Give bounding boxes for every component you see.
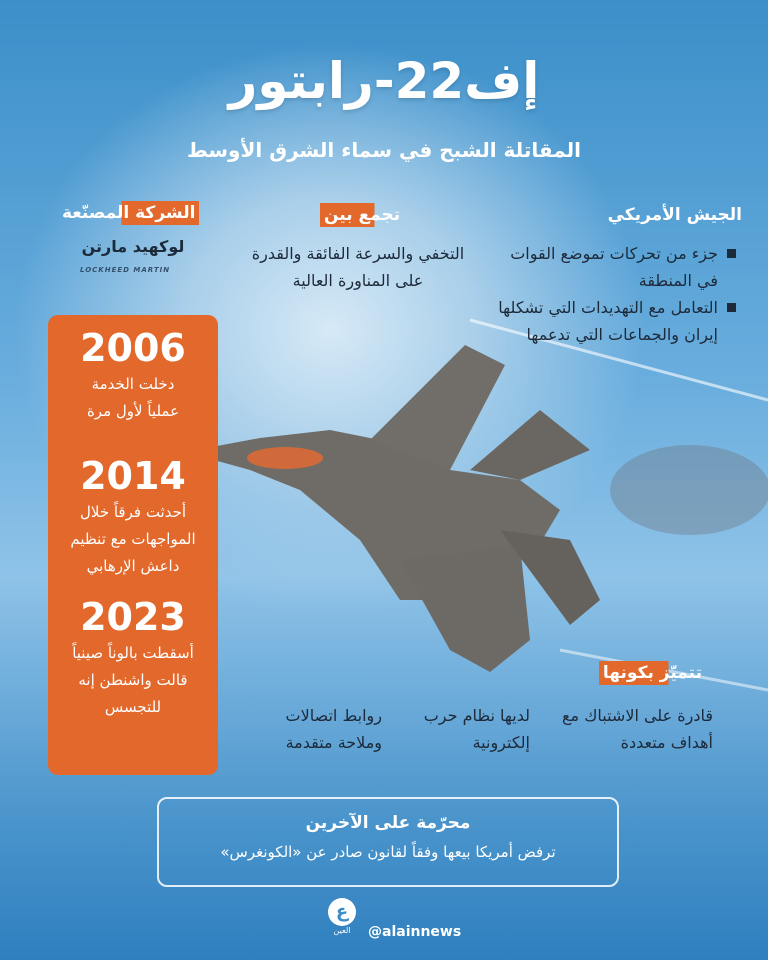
restricted-box bbox=[157, 797, 619, 887]
blurred-jet bbox=[610, 445, 768, 535]
army-bullet: التعامل مع التهديدات التي تشكلها إيران والجماعات التي تدعمها bbox=[498, 294, 738, 348]
features-heading: تتميّز بكونها bbox=[599, 661, 706, 685]
page-title: إف22-رابتور bbox=[228, 52, 540, 110]
combines-text: التخفي والسرعة الفائقة والقدرة على المناورة العالية bbox=[251, 244, 465, 290]
alain-logo: ع العين bbox=[322, 898, 362, 938]
restricted-text: ترفض أمريكا بيعها وفقاً لقانون صادر عن «الكونغرس» bbox=[220, 843, 556, 861]
timeline-text: أسقطت بالوناً صينياً قالت واشنطن إنه للتجسس bbox=[72, 644, 194, 716]
lockheed-logo: LOCKHEED MARTIN bbox=[80, 266, 171, 274]
timeline-text: دخلت الخدمة عملياً لأول مرة bbox=[86, 375, 180, 420]
maker-heading: الشركة المصنّعة bbox=[58, 201, 199, 225]
army-bullet: جزء من تحركات تموضع القوات في المنطقة bbox=[498, 240, 738, 294]
army-list bbox=[498, 240, 738, 348]
timeline-year: 2023 bbox=[80, 595, 186, 639]
feature-item: لديها نظام حرب إلكترونية bbox=[423, 706, 530, 752]
f22-jet bbox=[185, 345, 600, 672]
alain-logo-text: العين bbox=[333, 926, 351, 935]
combines-heading: تجمع بين bbox=[320, 203, 404, 227]
timeline-year: 2014 bbox=[80, 454, 186, 498]
social-handle[interactable]: @alainnews bbox=[368, 924, 462, 940]
timeline-item bbox=[48, 325, 218, 425]
maker-name: لوكهيد مارتن bbox=[81, 237, 185, 256]
timeline-panel bbox=[48, 315, 218, 775]
restricted-heading: محرّمة على الآخرين bbox=[305, 813, 471, 833]
timeline-item bbox=[48, 594, 218, 721]
timeline-text: أحدثت فرقاً خلال المواجهات مع تنظيم داعش الإرهابي bbox=[70, 503, 196, 575]
feature-item: قادرة على الاشتباك مع أهداف متعددة bbox=[562, 706, 713, 752]
army-heading: الجيش الأمريكي bbox=[607, 205, 742, 225]
page-subtitle: المقاتلة الشبح في سماء الشرق الأوسط bbox=[186, 138, 582, 162]
feature-item: روابط اتصالات وملاحة متقدمة bbox=[285, 706, 382, 752]
timeline-item bbox=[48, 453, 218, 580]
timeline-year: 2006 bbox=[80, 326, 186, 370]
